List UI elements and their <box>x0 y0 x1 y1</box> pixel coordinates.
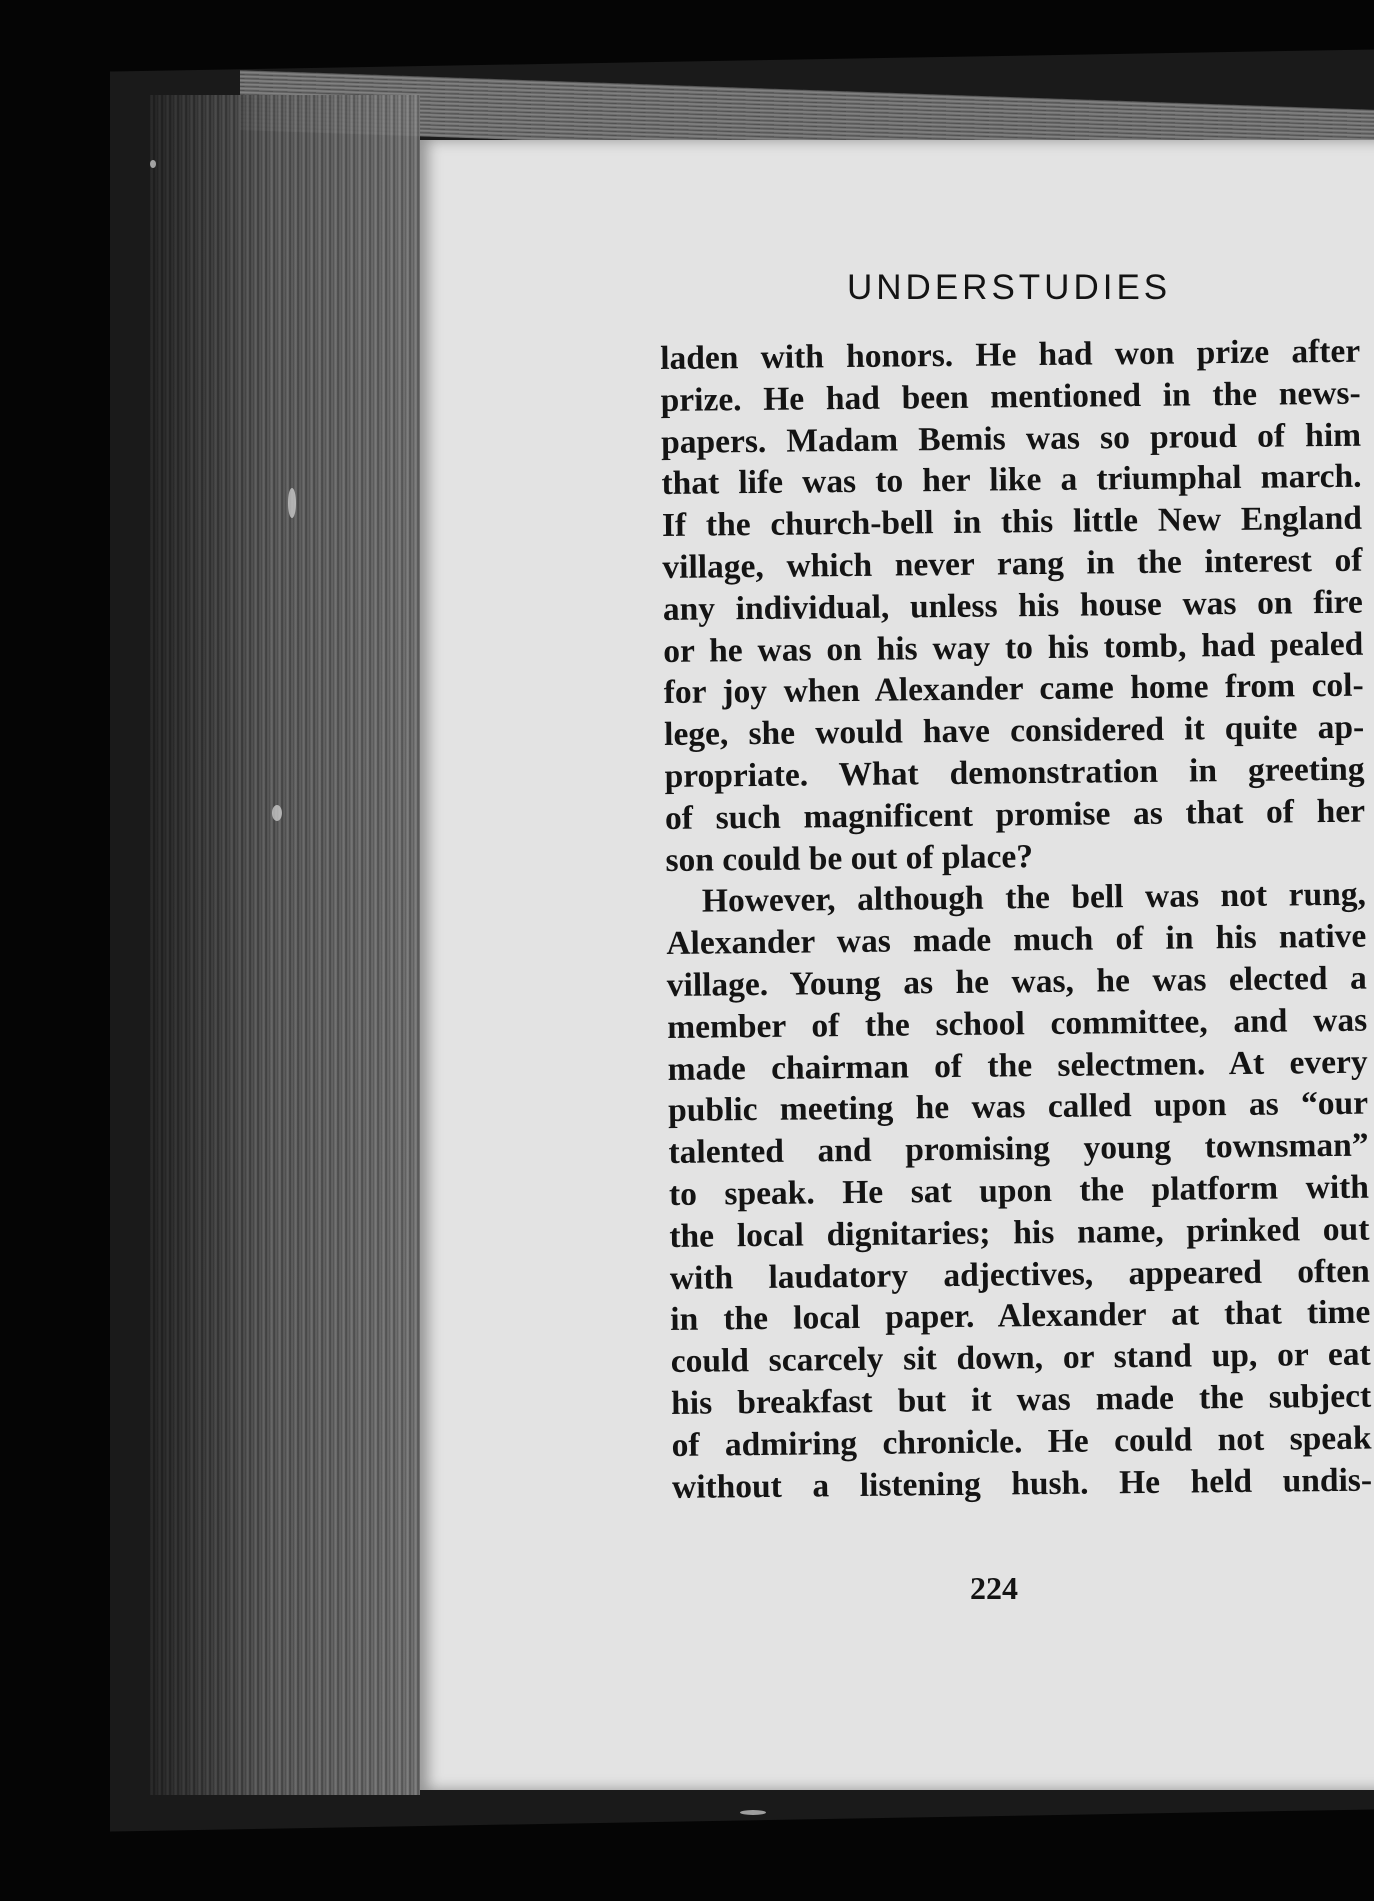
text-line: member of the school committee, and was <box>667 1001 1368 1046</box>
running-head: UNDERSTUDIES <box>847 268 1172 307</box>
text-line: made chairman of the selectmen. At every <box>667 1043 1368 1088</box>
text-line: of admiring chronicle. He could not speak <box>671 1419 1372 1464</box>
text-line: the local dignitaries; his name, prinked out <box>669 1210 1370 1255</box>
text-line: his breakfast but it was made the subject <box>670 1377 1372 1422</box>
text-line: village. Young as he was, he was elected a <box>666 959 1367 1004</box>
dust-speck <box>740 1810 766 1815</box>
body-text <box>660 331 1374 1509</box>
text-line: village, which never rang in the interest of <box>662 541 1363 586</box>
text-line: for joy when Alexander came home from col- <box>663 667 1364 712</box>
text-line: son could be out of place? <box>665 837 1034 879</box>
text-line: lege, she would have considered it quite ap- <box>663 708 1365 754</box>
text-line: in the local paper. Alexander at that time <box>670 1293 1371 1339</box>
text-line: without a listening hush. He held undis- <box>671 1461 1373 1506</box>
page-edges-shadow <box>150 95 420 1795</box>
text-line: to speak. He sat upon the platform with <box>668 1168 1370 1213</box>
text-line: public meeting he was called upon as “our <box>667 1084 1369 1130</box>
text-line: propriate. What demonstration in greeting <box>664 750 1365 795</box>
dust-speck <box>272 805 282 821</box>
text-line: talented and promising young townsman” <box>668 1126 1369 1172</box>
text-line: prize. He had been mentioned in the news- <box>660 374 1361 419</box>
text-line: papers. Madam Bemis was so proud of him <box>660 416 1362 461</box>
text-line: laden with honors. He had won prize after <box>660 332 1361 377</box>
text-line: or he was on his way to his tomb, had pealed <box>663 625 1364 670</box>
text-line: with laudatory adjectives, appeared often <box>669 1252 1370 1297</box>
dust-speck <box>288 488 296 518</box>
text-line: of such magnificent promise as that of her <box>664 792 1366 837</box>
text-line: However, although the bell was not rung, <box>701 875 1367 920</box>
text-line: could scarcely sit down, or stand up, or eat <box>670 1335 1371 1381</box>
text-line: If the church-bell in this little New England <box>661 499 1363 545</box>
text-line: that life was to her like a triumphal march. <box>661 458 1362 503</box>
page-number: 224 <box>970 1570 1018 1606</box>
dust-speck <box>150 160 156 168</box>
text-line: any individual, unless his house was on fire <box>662 583 1363 628</box>
text-line: Alexander was made much of in his native <box>666 917 1367 963</box>
